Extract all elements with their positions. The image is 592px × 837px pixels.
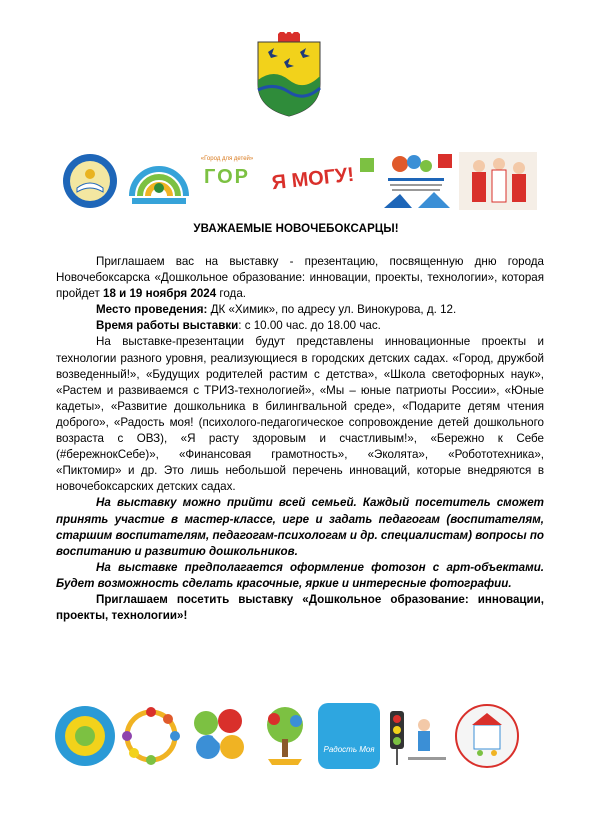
kindergarten-rainbow-icon	[126, 152, 192, 210]
family-paragraph: На выставку можно прийти всей семьей. Каждый посетитель сможет принять участие в мастер-классе, игре и задать педагогам (воспитателям, старшим воспитателям, педагогам-психологам и др. специалистам) вопросы по воспитанию и развитию дошкольников.	[56, 496, 544, 558]
closing-invitation: Приглашаем посетить выставку «Дошкольное образование: инновации, проекты, технологии»!	[56, 592, 544, 623]
place-value: ДК «Химик», по адресу ул. Винокурова, д. 12.	[207, 303, 457, 317]
colorful-hands-icon	[186, 703, 252, 769]
book-tree-icon	[256, 703, 314, 769]
intro-paragraph	[56, 254, 544, 302]
chuvash-children-icon	[459, 152, 537, 210]
coat-of-arms-icon	[254, 32, 324, 118]
radost-moya-logo	[318, 703, 380, 769]
place-label: Место проведения:	[96, 303, 208, 317]
traffic-light-icon	[384, 703, 448, 769]
page-title: УВАЖАЕМЫЕ НОВОЧЕБОКСАРЦЫ!	[193, 223, 399, 235]
education-emblem-icon	[57, 152, 123, 210]
children-ring-icon	[118, 703, 184, 769]
city-for-children-logo	[192, 152, 262, 210]
hours-label: Время работы выставки	[96, 319, 239, 333]
city-for-children-caption: «Город для детей»	[200, 156, 254, 162]
exhibition-dates: 18 и 19 ноября 2024	[103, 287, 217, 301]
children-circle-icon	[54, 703, 116, 769]
place-line	[56, 302, 544, 318]
intro-text: Приглашаем вас на выставку - презентацию, посвященную дню города Новочебоксарска «Дошкольное образование: инновации, проекты, технологии», которая пройдет	[56, 255, 544, 301]
radost-moya-text: Радость Моя	[323, 745, 375, 754]
ya-mogu-logo	[268, 152, 358, 210]
invitation-body	[56, 254, 544, 624]
children-world-icon	[452, 703, 522, 769]
hours-line	[56, 318, 544, 334]
small-badge-icon	[360, 152, 376, 210]
national-project-icon	[378, 152, 456, 210]
ya-mogu-text: Я МОГУ!	[270, 163, 356, 195]
intro-text-end: года.	[216, 287, 246, 301]
projects-paragraph: На выставке-презентации будут представлены инновационные проекты и технологии разного уровня, реализующиеся в городских детских садах. «Город, дружбой возведенный!», «Будущих родителей растим с детства», «Школа светофорных наук», «Растем и развиваемся с ТРИЗ-технологией», «Мы – юные патриоты России», «Юные кадеты», «Развитие дошкольника в билингвальной среде», «Подарите детям чтения доброго», «Радость моя! (психолого-педагогическое сопровождение детей дошкольного возраста с ОВЗ), «Я расту здоровым и счастливым!», «Бережно к Себе (#бережнокСебе)», «Финансовая грамотность», «Эколята», «Робототехника», «Пиктомир» и др. Это лишь небольшой перечень инноваций, которые внедряются в новочебоксарских детских садах.	[56, 335, 544, 494]
hours-value: : с 10.00 час. до 18.00 час.	[238, 319, 381, 333]
photozone-paragraph: На выставке предполагается оформление фотозон с арт-объектами. Будет возможность сделать красочные, яркие и интересные фотографии.	[56, 560, 544, 590]
city-for-children-word: ГОР	[204, 166, 250, 188]
